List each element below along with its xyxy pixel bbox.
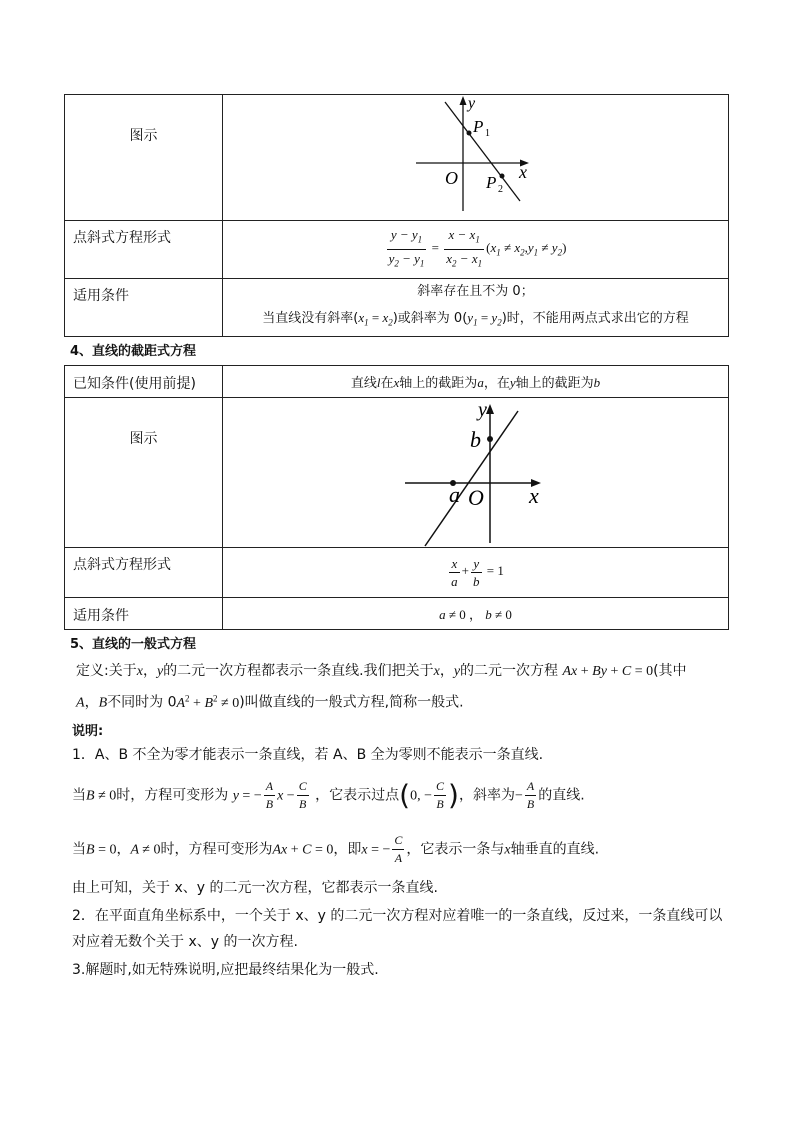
two-point-figure-cell <box>223 95 729 221</box>
known-label: 已知条件(使用前提) <box>65 366 223 398</box>
b-intercept-label: b <box>470 426 481 452</box>
note-title: 说明: <box>72 724 104 739</box>
svg-text:2: 2 <box>498 183 503 195</box>
svg-text:1: 1 <box>485 127 490 139</box>
figure-label: 图示 <box>65 95 223 221</box>
note-1: 1．A、B 不全为零才能表示一条直线，若 A、B 全为零则不能表示一条直线. <box>72 747 544 763</box>
two-point-line-figure <box>223 96 728 220</box>
intercept-figure-cell <box>223 398 729 548</box>
x-axis-label: x <box>519 161 527 182</box>
condition-line-1: 斜率存在且不为 0； <box>417 284 534 300</box>
form-label-2: 点斜式方程形式 <box>65 548 223 598</box>
intercept-formula: $\frac{x}{a}$ + $\frac{y}{b}$ = 1 <box>223 548 729 598</box>
figure-label-2: 图示 <box>65 398 223 548</box>
note-1c: 当B = 0，A ≠ 0时，方程可变形为Ax + C = 0，即x = − $\frac{C}{A}$ ，它表示一条与x轴垂直的直线. <box>72 833 600 865</box>
origin-label-2: O <box>468 484 484 510</box>
form-label: 点斜式方程形式 <box>65 221 223 279</box>
condition-cell-2: a ≠ 0 ， b ≠ 0 <box>223 598 729 630</box>
x-axis-label-2: x <box>529 482 539 508</box>
definition-paragraph: 定义:关于x，y的二元一次方程都表示一条直线.我们把关于x，y的二元一次方程 Ax + By + C = 0(其中 A，B不同时为 $0A^2 + B^2 \ne 0$)叫做直线的一般式方程,简称一般式. <box>76 663 687 711</box>
condition-label: 适用条件 <box>65 279 223 337</box>
note-2a: 2．在平面直角坐标系中，一个关于 x、y 的二元一次方程对应着唯一的一条直线，反过来，一条直线可以 <box>72 908 723 924</box>
note-1d: 由上可知，关于 x、y 的二元一次方程，它都表示一条直线. <box>72 880 438 896</box>
section-5-title: 5、直线的一般式方程 <box>70 637 197 652</box>
note-3: 3.解题时,如无特殊说明,应把最终结果化为一般式. <box>72 962 379 978</box>
two-point-form-table <box>64 94 729 337</box>
p1-label: P <box>473 116 484 136</box>
condition-label-2: 适用条件 <box>65 598 223 630</box>
known-cell: 直线l在x轴上的截距为a，在y轴上的截距为b <box>223 366 729 398</box>
a-intercept-label: a <box>449 481 460 507</box>
p2-label: P <box>486 172 497 192</box>
note-2b: 对应着无数个关于 x、y 的一次方程. <box>72 934 298 950</box>
note-1b: 当B ≠ 0时，方程可变形为 y = − $\frac{A}{B}$ x − $\frac{C}{B}$ ，它表示过点(0, − $\frac{C}{B}$ )，斜率为− $\frac{A}{B}$ 的直线. <box>72 778 585 812</box>
y-axis-label: y <box>468 95 476 112</box>
section-4-title: 4、直线的截距式方程 <box>70 344 197 359</box>
y-axis-label-2: y <box>478 398 487 421</box>
intercept-line-figure <box>223 399 728 547</box>
condition-line-2: 当直线没有斜率$(x_1 = x_2)$或斜率为 $0(y_1 = y_2)$时，不能用两点式求出它的方程 <box>262 310 689 328</box>
origin-label: O <box>445 167 458 188</box>
condition-cell <box>223 279 729 337</box>
intercept-form-table <box>64 365 729 630</box>
two-point-formula: $\frac{y - y_1}{y_2 - y_1}$ = $\frac{x - x_1}{x_2 - x_1}$ $(x_1 \ne x_2,y_1 \ne y_2)$ <box>223 221 729 279</box>
